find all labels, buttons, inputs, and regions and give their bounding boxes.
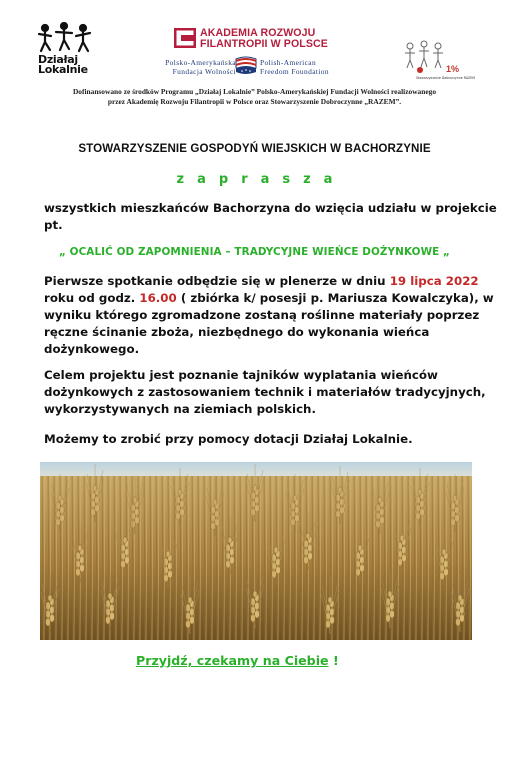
pafw-polish-line2: Fundacja Wolności xyxy=(172,67,236,76)
meeting-text-2: roku od godz. xyxy=(44,291,140,305)
funding-note-line2: przez Akademię Rozwoju Filantropii w Polsce oraz Stowarzyszenie Dobroczynne „RAZEM”. xyxy=(107,96,402,106)
logo-brand-text xyxy=(38,55,88,75)
pafw-english-name xyxy=(260,58,370,76)
one-percent-badge: 1% xyxy=(446,64,460,74)
project-title: „ OCALIĆ OD ZAPOMNIENIA – TRADYCYJNE WIEŃCE DOŻYNKOWE „ xyxy=(59,246,450,258)
meeting-paragraph xyxy=(44,273,500,358)
logo-brand-line2: Lokalnie xyxy=(38,63,88,76)
akademia-mark-icon xyxy=(174,28,196,48)
meeting-text-3: ( zbiórka k/ posesji p. Mariusza Kowalczyka), w wyniku którego zgromadzone zostaną roślinne materiały poprzez ręczne ścinanie zboża, niezbędnego do wykonania wieńca dożynkowego. xyxy=(44,291,494,356)
pafw-polish-line1: Polsko-Amerykańska xyxy=(165,58,236,67)
people-figures-icon xyxy=(36,22,96,56)
invites-heading: zaprasza xyxy=(176,172,346,187)
akademia-title xyxy=(200,28,328,50)
pafw-english-line2: Freedom Foundation xyxy=(260,67,329,76)
cta-link[interactable]: Przyjdź, czekamy na Ciebie xyxy=(136,653,329,668)
pafw-polish-name xyxy=(130,58,236,76)
wheat-field-image xyxy=(40,462,472,640)
call-to-action xyxy=(136,653,339,668)
meeting-time: 16.00 xyxy=(139,291,177,305)
goal-paragraph: Celem projektu jest poznanie tajników wyplatania wieńców dożynkowych z zastosowaniem technik i materiałów tradycyjnych, wykorzystywanych na ziemiach polskich. xyxy=(44,368,486,416)
akademia-title-line1: AKADEMIA ROZWOJU xyxy=(200,27,316,39)
logo-brand-line1: Działaj xyxy=(38,53,78,66)
wheat-field-photo xyxy=(40,462,472,640)
razem-figures-icon xyxy=(402,40,466,80)
meeting-text-1: Pierwsze spotkanie odbędzie się w plenerze w dniu xyxy=(44,274,390,288)
razem-logo xyxy=(402,40,475,86)
funding-sentence: Możemy to zrobić przy pomocy dotacji Działaj Lokalnie. xyxy=(44,432,413,446)
organization-title: STOWARZYSZENIE GOSPODYŃ WIEJSKICH W BACHORZYNIE xyxy=(78,142,431,155)
meeting-date: 19 lipca 2022 xyxy=(389,274,479,288)
akademia-title-line2: FILANTROPII W POLSCE xyxy=(200,38,328,50)
cta-exclamation: ! xyxy=(328,653,339,668)
razem-small-text: Stowarzyszenie Dobroczynne RAZEM xyxy=(416,76,475,80)
akademia-pafw-logo xyxy=(165,26,370,86)
flag-emblem-icon xyxy=(234,56,258,78)
funding-note-line1: Dofinansowano ze środków Programu „Działaj Lokalnie” Polsko-Amerykańskiej Fundacji Wolności realizowanego xyxy=(72,87,437,96)
dzialaj-lokalnie-logo xyxy=(36,22,96,86)
pafw-english-line1: Polish-American xyxy=(260,58,317,67)
funding-note xyxy=(14,87,495,106)
intro-paragraph: wszystkich mieszkańców Bachorzyna do wzięcia udziału w projekcie pt. xyxy=(44,201,497,232)
